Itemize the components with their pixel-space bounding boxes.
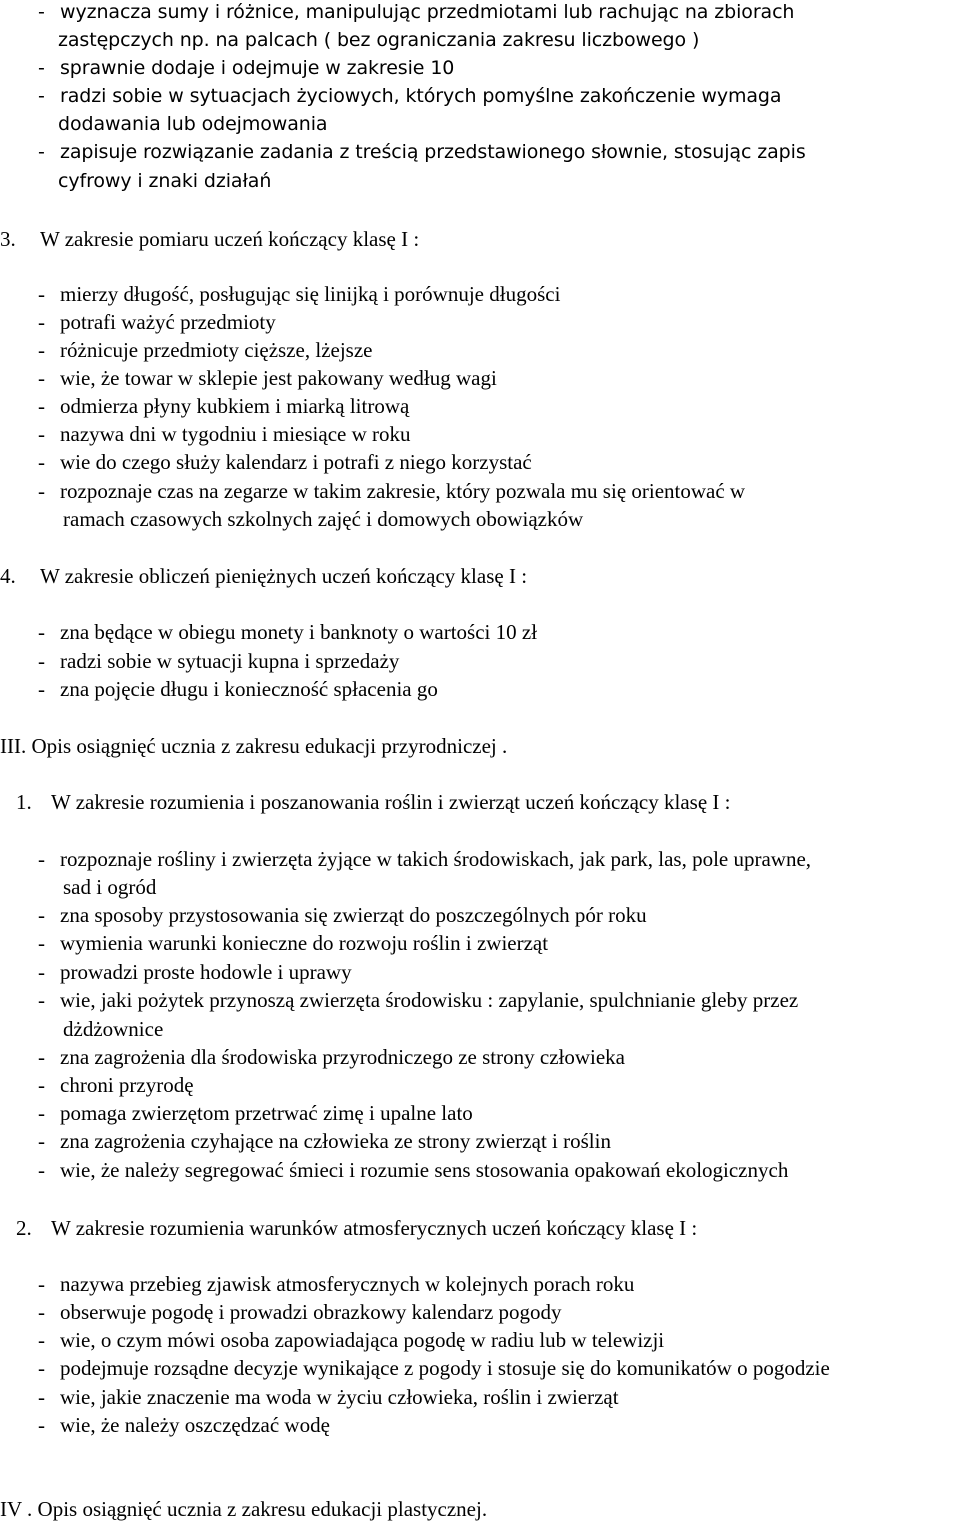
list-item-text: ramach czasowych szkolnych zajęć i domowych obowiązków <box>63 507 584 531</box>
list-item-text: wie, że towar w sklepie jest pakowany według wagi <box>60 366 497 390</box>
list-dash: - <box>38 1385 45 1409</box>
list-dash: - <box>38 1 45 23</box>
list-item-text: odmierza płyny kubkiem i miarką litrową <box>60 394 410 418</box>
list-dash: - <box>38 1158 45 1182</box>
list-item-text: obserwuje pogodę i prowadzi obrazkowy kalendarz pogody <box>60 1300 562 1324</box>
section-heading-text: W zakresie rozumienia warunków atmosferycznych uczeń kończący klasę I : <box>51 1216 698 1240</box>
list-item-text: zastępczych np. na palcach ( bez ograniczania zakresu liczbowego ) <box>58 29 700 51</box>
list-dash: - <box>38 847 45 871</box>
list-item-text: dżdżownice <box>63 1017 164 1041</box>
list-item-text: chroni przyrodę <box>60 1073 194 1097</box>
list-item-text: zna sposoby przystosowania się zwierząt do poszczególnych pór roku <box>60 903 647 927</box>
list-dash: - <box>38 1300 45 1324</box>
list-dash: - <box>38 677 45 701</box>
list-item-text: radzi sobie w sytuacji kupna i sprzedaży <box>60 649 400 673</box>
list-item-text: wie, że należy segregować śmieci i rozumie sens stosowania opakowań ekologicznych <box>60 1158 789 1182</box>
list-dash: - <box>38 903 45 927</box>
list-dash: - <box>38 649 45 673</box>
list-item-text: nazywa dni w tygodniu i miesiące w roku <box>60 422 411 446</box>
list-dash: - <box>38 310 45 334</box>
list-item-text: mierzy długość, posługując się linijką i porównuje długości <box>60 282 561 306</box>
list-dash: - <box>38 1328 45 1352</box>
list-item-text: potrafi ważyć przedmioty <box>60 310 276 334</box>
list-dash: - <box>38 57 45 79</box>
list-item-text: zapisuje rozwiązanie zadania z treścią przedstawionego słownie, stosując zapis <box>60 141 806 163</box>
list-item-text: nazywa przebieg zjawisk atmosferycznych w kolejnych porach roku <box>60 1272 635 1296</box>
list-dash: - <box>38 141 45 163</box>
section-number: 1. <box>16 790 32 814</box>
section-heading-text: W zakresie pomiaru uczeń kończący klasę I : <box>40 227 420 251</box>
list-item-text: różnicuje przedmioty cięższe, lżejsze <box>60 338 373 362</box>
section-heading-text: W zakresie obliczeń pieniężnych uczeń kończący klasę I : <box>40 564 528 588</box>
list-dash: - <box>38 282 45 306</box>
section-number: 2. <box>16 1216 32 1240</box>
part-heading-text: IV . Opis osiągnięć ucznia z zakresu edukacji plastycznej. <box>0 1497 488 1521</box>
list-dash: - <box>38 85 45 107</box>
part-heading-text: III. Opis osiągnięć ucznia z zakresu edukacji przyrodniczej . <box>0 734 508 758</box>
list-item-text: wyznacza sumy i różnice, manipulując przedmiotami lub rachując na zbiorach <box>60 1 795 23</box>
list-dash: - <box>38 422 45 446</box>
list-dash: - <box>38 1356 45 1380</box>
list-item-text: rozpoznaje rośliny i zwierzęta żyjące w takich środowiskach, jak park, las, pole uprawne, <box>60 847 812 871</box>
list-item-text: wie, jaki pożytek przynoszą zwierzęta środowisku : zapylanie, spulchnianie gleby przez <box>60 988 799 1012</box>
section-number: 3. <box>0 227 16 251</box>
list-dash: - <box>38 1272 45 1296</box>
list-item-text: pomaga zwierzętom przetrwać zimę i upalne lato <box>60 1101 473 1125</box>
list-item-text: rozpoznaje czas na zegarze w takim zakresie, który pozwala mu się orientować w <box>60 479 746 503</box>
list-dash: - <box>38 479 45 503</box>
list-item-text: radzi sobie w sytuacjach życiowych, których pomyślne zakończenie wymaga <box>60 85 782 107</box>
section-heading-text: W zakresie rozumienia i poszanowania roślin i zwierząt uczeń kończący klasę I : <box>51 790 731 814</box>
list-dash: - <box>38 1413 45 1437</box>
list-dash: - <box>38 394 45 418</box>
section-number: 4. <box>0 564 16 588</box>
list-dash: - <box>38 450 45 474</box>
list-dash: - <box>38 366 45 390</box>
list-dash: - <box>38 931 45 955</box>
list-dash: - <box>38 1129 45 1153</box>
list-item-text: prowadzi proste hodowle i uprawy <box>60 960 352 984</box>
list-dash: - <box>38 988 45 1012</box>
list-item-text: zna pojęcie długu i konieczność spłacenia go <box>60 677 438 701</box>
list-item-text: wie, o czym mówi osoba zapowiadająca pogodę w radiu lub w telewizji <box>60 1328 665 1352</box>
list-dash: - <box>38 620 45 644</box>
list-item-text: sprawnie dodaje i odejmuje w zakresie 10 <box>60 57 455 79</box>
list-item-text: wymienia warunki konieczne do rozwoju roślin i zwierząt <box>60 931 549 955</box>
list-item-text: sad i ogród <box>63 875 157 899</box>
list-item-text: wie, jakie znaczenie ma woda w życiu człowieka, roślin i zwierząt <box>60 1385 619 1409</box>
list-item-text: zna będące w obiegu monety i banknoty o wartości 10 zł <box>60 620 538 644</box>
list-item-text: zna zagrożenia dla środowiska przyrodniczego ze strony człowieka <box>60 1045 626 1069</box>
list-dash: - <box>38 1073 45 1097</box>
list-dash: - <box>38 960 45 984</box>
list-dash: - <box>38 338 45 362</box>
list-item-text: wie, że należy oszczędzać wodę <box>60 1413 330 1437</box>
list-item-text: podejmuje rozsądne decyzje wynikające z pogody i stosuje się do komunikatów o pogodzie <box>60 1356 830 1380</box>
list-item-text: zna zagrożenia czyhające na człowieka ze strony zwierząt i roślin <box>60 1129 611 1153</box>
list-dash: - <box>38 1045 45 1069</box>
list-item-text: dodawania lub odejmowania <box>58 113 328 135</box>
list-dash: - <box>38 1101 45 1125</box>
list-item-text: wie do czego służy kalendarz i potrafi z niego korzystać <box>60 450 532 474</box>
list-item-text: cyfrowy i znaki działań <box>58 170 272 192</box>
